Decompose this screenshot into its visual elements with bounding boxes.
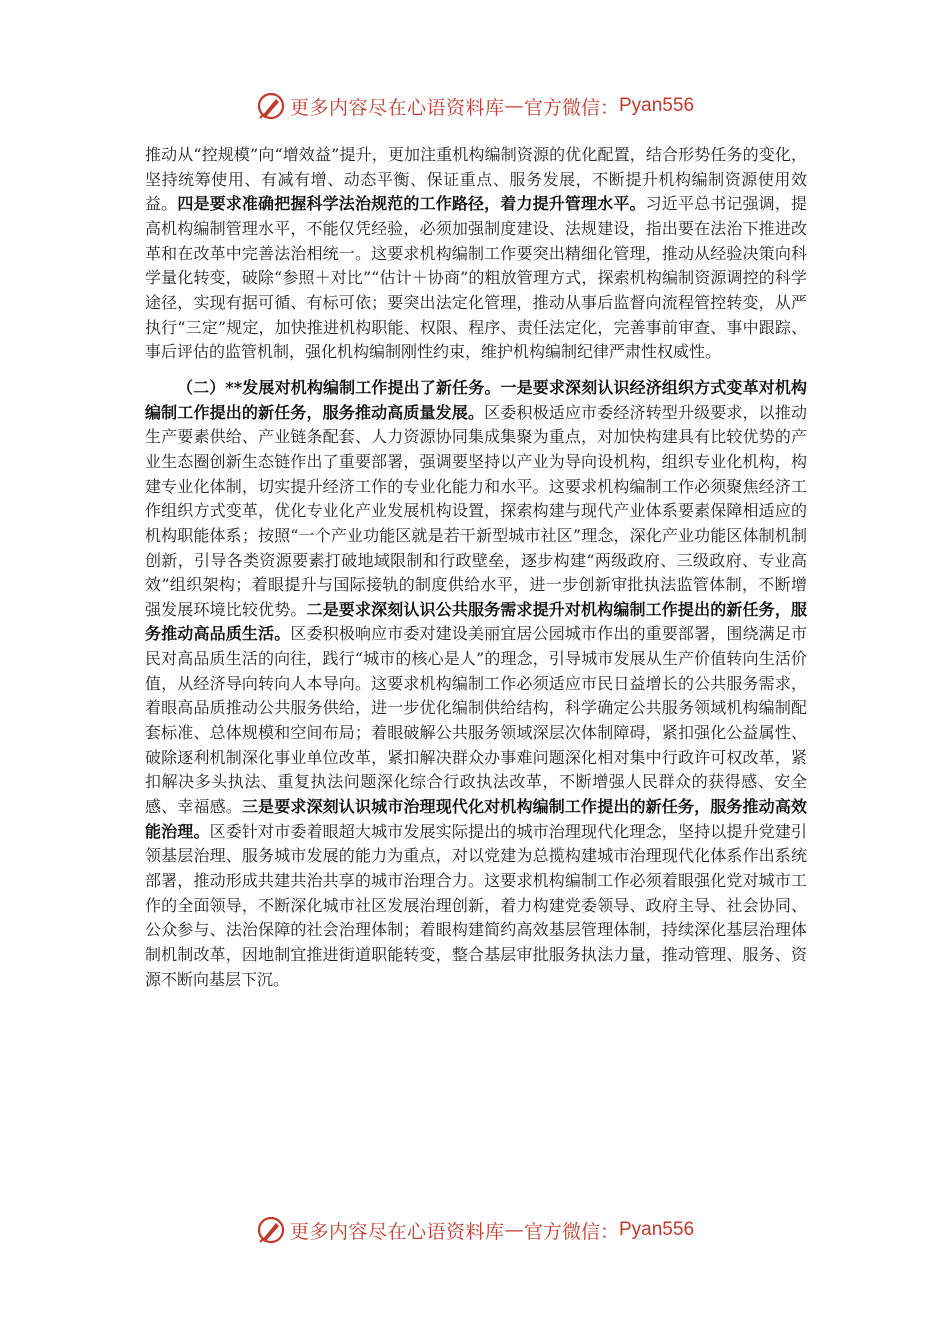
banner-library-text: 更多内容尽在心语资料库 bbox=[289, 96, 505, 119]
paragraph-2-bold-1: （二）**发展对机构编制工作提出了新任务。一是要求深刻认识经济组织方式变革对机构编制工作提出的新任务，服务推动高质量发展。 bbox=[145, 377, 807, 422]
paragraph-2 bbox=[145, 376, 807, 992]
footer-wechat-id: Pyan556 bbox=[619, 1219, 695, 1240]
paragraph-1-text-2: 习近平总书记强调，提高机构编制管理水平，不能仅凭经验，必须加强制度建设、法规建设，指出要在法治下推进改革和在改革中完善法治相统一。这要求机构编制工作要突出精细化管理，推动从经验决策向科学量化转变，破除“参照＋对比”“估计＋协商”的粗放管理方式，探索机构编制资源调控的科学途径，实现有据可循、有标可依；要突出法定化管理，推动从事后监督向流程管控转变，从严执行“三定”规定，加快推进机构职能、权限、程序、责任法定化，完善事前审查、事中跟踪、事后评估的监管机制，强化机构编制刚性约束，维护机构编制纪律严肃性权威性。 bbox=[145, 194, 807, 362]
footer-separator: — bbox=[504, 1219, 524, 1241]
paragraph-2-bold-3: 三是要求深刻认识城市治理现代化对机构编制工作提出的新任务，服务推动高效能治理。 bbox=[145, 797, 807, 841]
banner-wechat-label: 官方微信： bbox=[523, 96, 619, 119]
paragraph-1-text-1: 推动从“控规模”向“增效益”提升，更加注重机构编制资源的优化配置，结合形势任务的变化，坚持统筹使用、有减有增、动态平衡、保证重点、服务发展，不断提升机构编制资源使用效益。 bbox=[145, 145, 807, 214]
pen-logo-icon bbox=[256, 1215, 286, 1245]
banner-separator: — bbox=[504, 95, 524, 117]
header-banner bbox=[0, 86, 950, 126]
pen-logo-icon bbox=[256, 91, 286, 121]
paragraph-1 bbox=[145, 143, 807, 365]
footer-library-text: 更多内容尽在心语资料库 bbox=[289, 1220, 505, 1243]
paragraph-2-text-3: 区委针对市委着眼超大城市发展实际提出的城市治理现代化理念，坚持以提升党建引领基层治理、服务城市发展的能力为重点，对以党建为总揽构建城市治理现代化体系作出系统部署，推动形成共建共治共享的城市治理合力。这要求机构编制工作必须着眼强化党对城市工作的全面领导，不断深化城市社区发展治理创新，着力构建党委领导、政府主导、社会协同、公众参与、法治保障的社会治理体制；着眼构建简约高效基层管理体制，持续深化基层治理体制机制改革，因地制宜推进街道职能转变，整合基层审批服务执法力量，推动管理、服务、资源不断向基层下沉。 bbox=[145, 821, 807, 989]
footer-banner bbox=[0, 1210, 950, 1250]
paragraph-2-text-2: 区委积极响应市委对建设美丽宜居公园城市作出的重要部署，围绕满足市民对高品质生活的向往，践行“城市的核心是人”的理念，引导城市发展从生产价值转向生活价值，从经济导向转向人本导向。这要求机构编制工作必须适应市民日益增长的公共服务需求，着眼高品质推动公共服务供给，进一步优化编制供给结构，科学确定公共服务领域机构编制配套标准、总体规模和空间布局；着眼破解公共服务领域深层次体制障碍，紧扣强化公益属性、破除逐利机制深化事业单位改革，紧扣解决群众办事难问题深化相对集中行政许可权改革，紧扣解决多头执法、重复执法问题深化综合行政执法改革，不断增强人民群众的获得感、安全感、幸福感。 bbox=[145, 624, 807, 817]
paragraph-2-bold-2: 二是要求深刻认识公共服务需求提升对机构编制工作提出的新任务，服务推动高品质生活。 bbox=[145, 599, 807, 644]
banner-wechat-id: Pyan556 bbox=[619, 95, 695, 116]
paragraph-1-bold-1: 四是要求准确把握科学法治规范的工作路径，着力提升管理水平。 bbox=[177, 194, 646, 214]
footer-wechat-label: 官方微信： bbox=[523, 1220, 619, 1243]
paragraph-2-text-1: 区委积极适应市委经济转型升级要求，以推动生产要素供给、产业链条配套、人力资源协同集成集聚为重点，对加快构建具有比较优势的产业生态圈创新生态链作出了重要部署，强调要坚持以产业为导向设机构，组织专业化机构，构建专业化体制，切实提升经济工作的专业化能力和水平。这要求机构编制工作必须聚焦经济工作组织方式变革，优化专业化产业发展机构设置，探索构建与现代产业体系要素保障相适应的机构职能体系；按照“一个产业功能区就是若干新型城市社区”理念，深化产业功能区体制机制创新，引导各类资源要素打破地域限制和行政壁垒，逐步构建“两级政府、三级政府、专业高效”组织架构；着眼提升与国际接轨的制度供给水平，进一步创新审批执法监管体制，不断增强发展环境比较优势。 bbox=[145, 402, 807, 619]
document-body bbox=[145, 143, 807, 992]
